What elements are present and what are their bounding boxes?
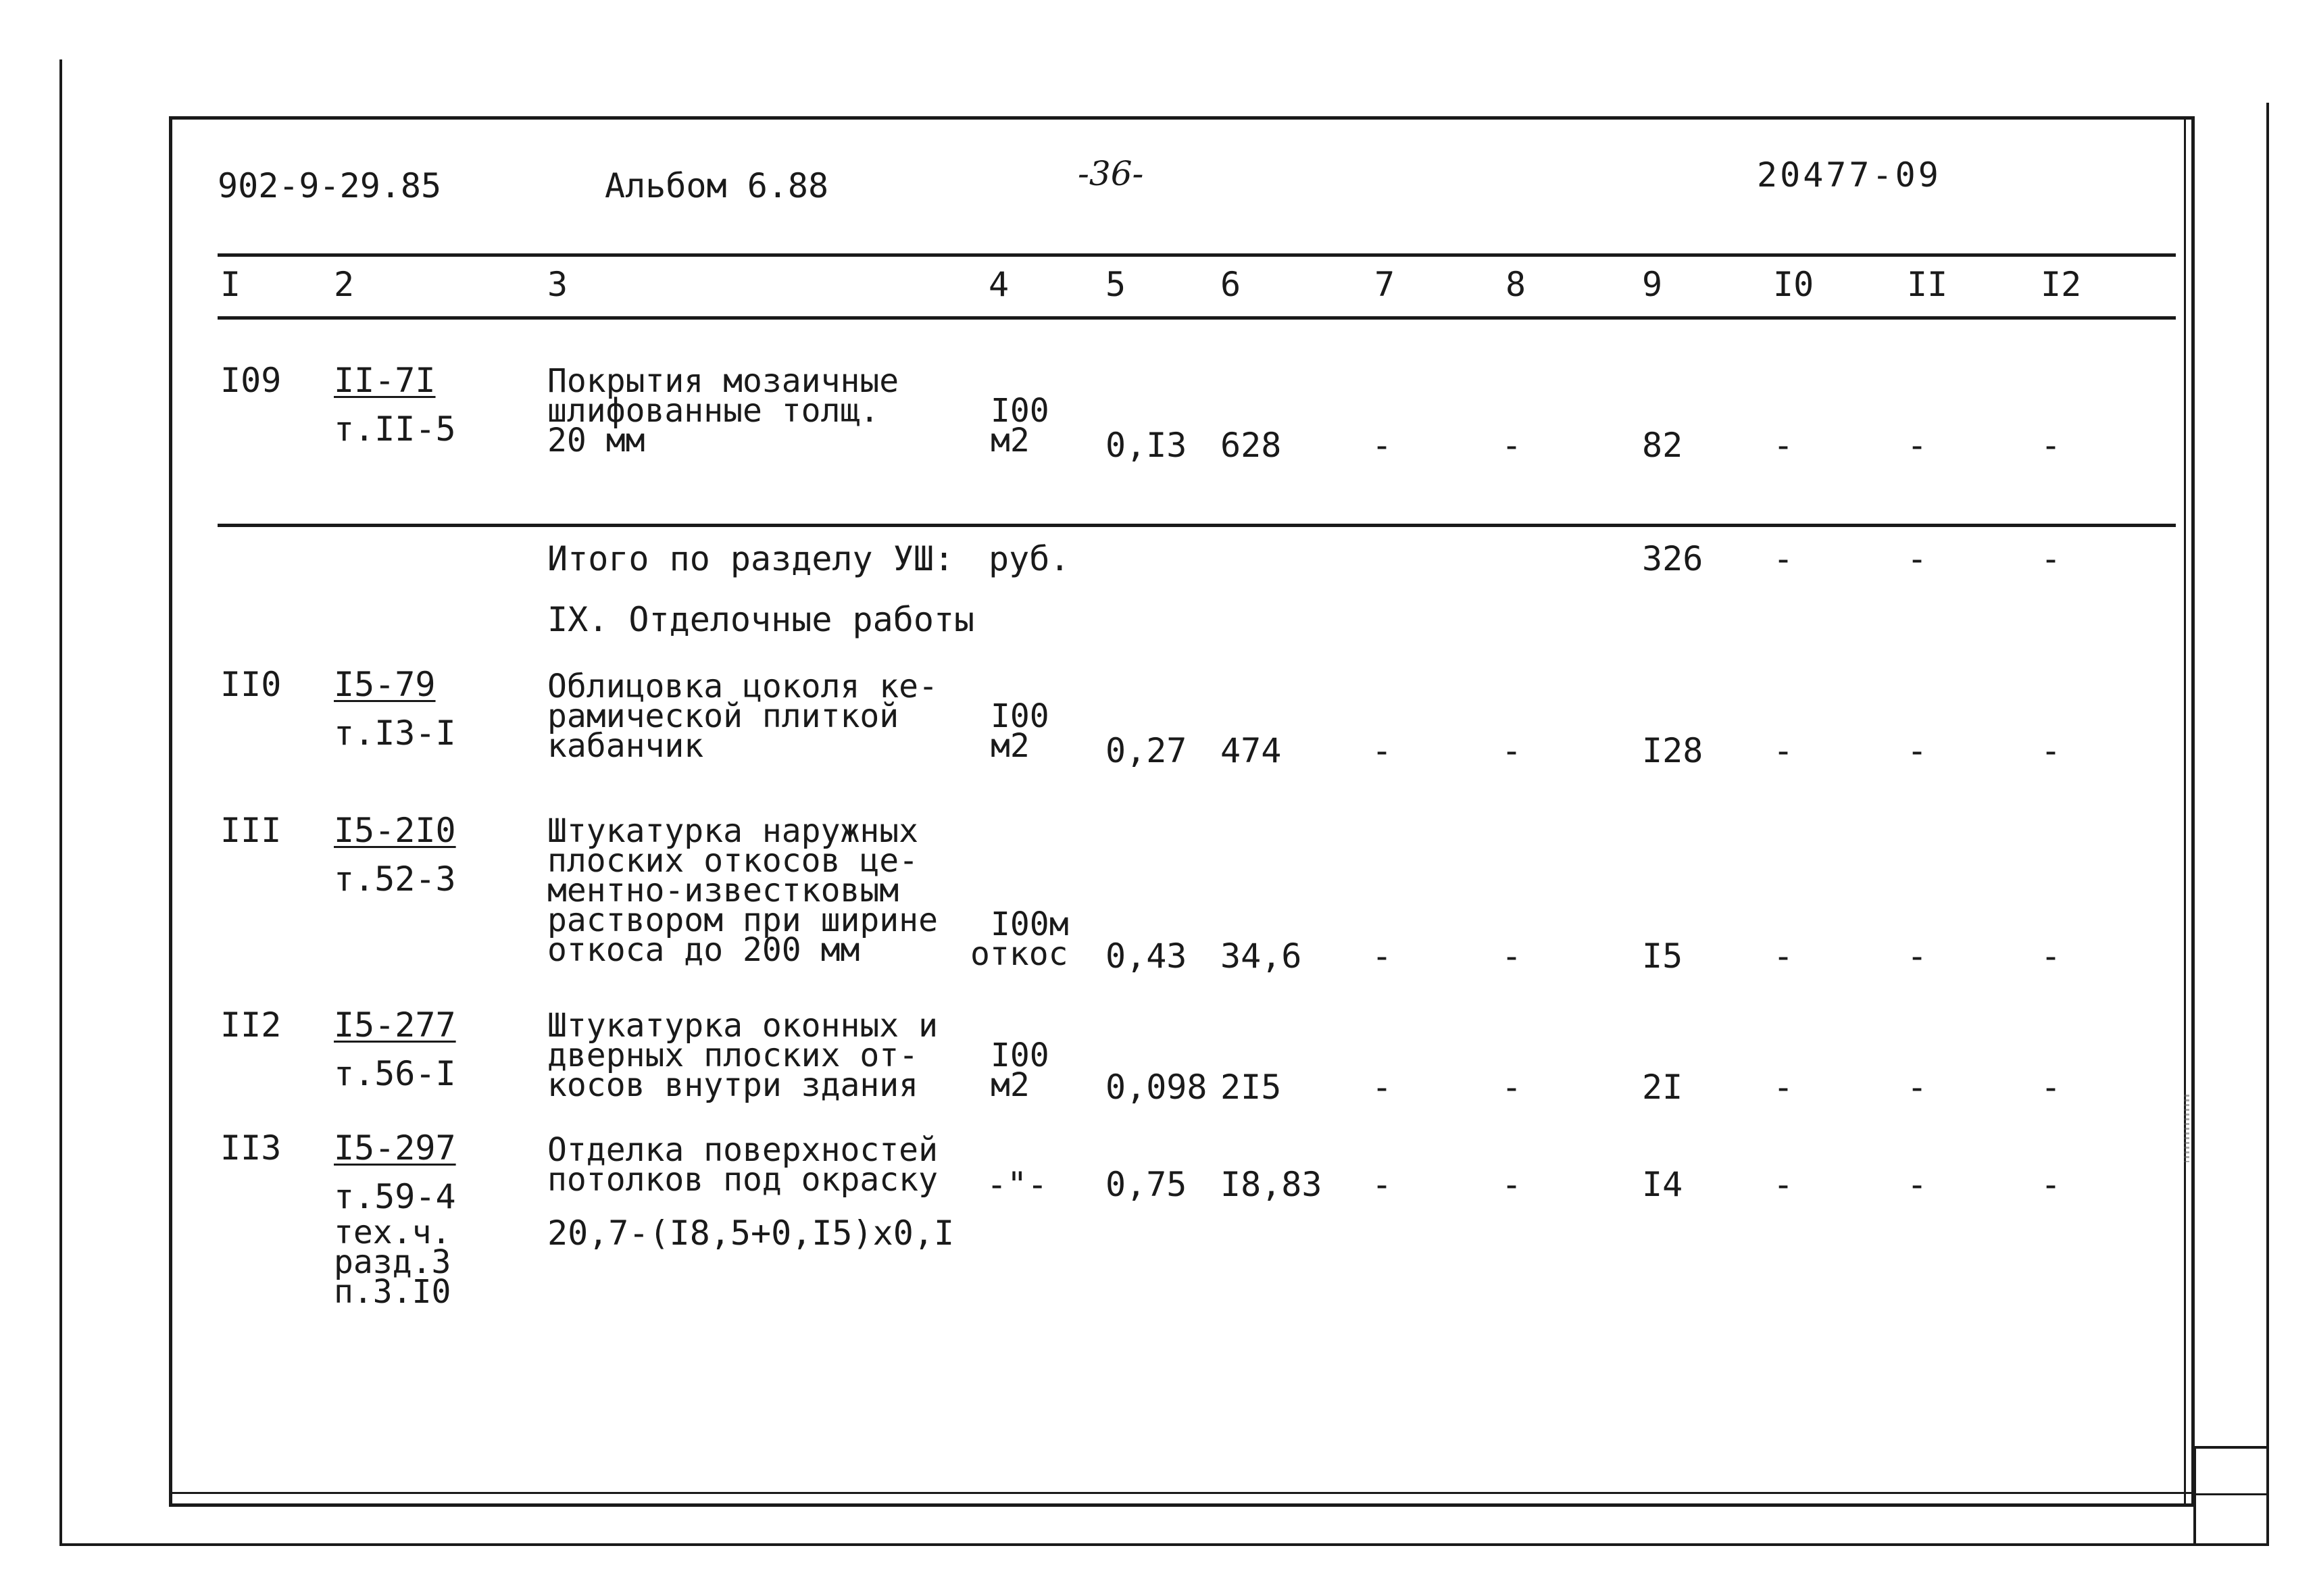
- description-line: Штукатурка оконных и: [547, 1007, 938, 1045]
- cell-col6: 2I5: [1220, 1068, 1282, 1107]
- description-line: Штукатурка наружных: [547, 812, 919, 850]
- ref-extra-line: тех.ч.: [334, 1214, 451, 1251]
- section-title: IX. Отделочные работы: [547, 600, 975, 639]
- quantity: 0,I3: [1105, 426, 1187, 465]
- header-bottom-line: [218, 316, 2176, 320]
- cell-col12: -: [2041, 731, 2062, 770]
- description-line: рамической плиткой: [547, 697, 899, 735]
- row-number: II2: [220, 1005, 282, 1045]
- cell-col7: -: [1372, 1068, 1393, 1107]
- unit-line: I00: [991, 1037, 1049, 1074]
- col-header-1: I: [220, 265, 241, 304]
- description-line: плоских откосов це-: [547, 842, 919, 880]
- row-number: I09: [220, 361, 282, 400]
- description-line: дверных плоских от-: [547, 1037, 919, 1074]
- row-number: II3: [220, 1128, 282, 1168]
- cell-col8: -: [1501, 1068, 1522, 1107]
- table-ref: т.59-4: [334, 1177, 456, 1216]
- quantity: 0,75: [1105, 1165, 1187, 1204]
- unit-line: м2: [991, 1066, 1030, 1104]
- table-ref: т.52-3: [334, 859, 456, 899]
- subtotal-col9: 326: [1642, 539, 1703, 578]
- cell-col11: -: [1907, 937, 1928, 976]
- cell-col12: -: [2041, 937, 2062, 976]
- cell-col9: 82: [1642, 426, 1683, 465]
- col-header-6: 6: [1220, 265, 1241, 304]
- col-header-8: 8: [1505, 265, 1526, 304]
- unit-line: I00м: [991, 905, 1069, 943]
- ref-extra-line: разд.3: [334, 1243, 451, 1281]
- subtotal-unit: руб.: [989, 539, 1070, 578]
- quantity: 0,43: [1105, 937, 1187, 976]
- page-number: -36-: [1078, 154, 1144, 193]
- quantity: 0,27: [1105, 731, 1187, 770]
- inner-frame-right-double: [2184, 116, 2186, 1507]
- outer-bottom-border: [59, 1543, 2268, 1546]
- subtotal-col12: -: [2041, 539, 2062, 578]
- formula: 20,7-(I8,5+0,I5)x0,I: [547, 1214, 955, 1253]
- table-ref: т.I3-I: [334, 714, 456, 753]
- col-header-12: I2: [2041, 265, 2082, 304]
- rate-code: I5-2I0: [334, 811, 456, 850]
- margin-mark: [2184, 1095, 2189, 1162]
- cell-col8: -: [1501, 1165, 1522, 1204]
- unit-line: м2: [991, 422, 1030, 459]
- album-label: Альбом 6.88: [605, 166, 829, 205]
- cell-col12: -: [2041, 1165, 2062, 1204]
- cell-col6: I8,83: [1220, 1165, 1322, 1204]
- description-line: кабанчик: [547, 727, 704, 765]
- row-number: II0: [220, 665, 282, 704]
- cell-col9: I28: [1642, 731, 1703, 770]
- outer-right-border: [2266, 103, 2269, 1546]
- table-ref: т.II-5: [334, 409, 456, 449]
- cell-col7: -: [1372, 731, 1393, 770]
- cell-col7: -: [1372, 426, 1393, 465]
- cell-col9: I4: [1642, 1165, 1683, 1204]
- cell-col8: -: [1501, 426, 1522, 465]
- cell-col6: 34,6: [1220, 937, 1302, 976]
- description-line: Покрытия мозаичные: [547, 362, 899, 400]
- rate-code: II-7I: [334, 361, 436, 400]
- stamp-box-divider: [2193, 1493, 2266, 1495]
- cell-col6: 628: [1220, 426, 1282, 465]
- description-line: 20 мм: [547, 422, 645, 459]
- col-header-7: 7: [1374, 265, 1395, 304]
- unit-line: I00: [991, 392, 1049, 430]
- cell-col11: -: [1907, 1068, 1928, 1107]
- stamp-box: [2193, 1446, 2266, 1546]
- cell-col7: -: [1372, 937, 1393, 976]
- description-line: раствором при ширине: [547, 901, 938, 939]
- col-header-9: 9: [1642, 265, 1663, 304]
- cell-col10: -: [1773, 937, 1794, 976]
- cell-col12: -: [2041, 1068, 2062, 1107]
- description-line: шлифованные толщ.: [547, 392, 880, 430]
- description-line: откоса до 200 мм: [547, 931, 860, 969]
- col-header-11: II: [1907, 265, 1948, 304]
- doc-code: 902-9-29.85: [218, 166, 442, 205]
- row-number: III: [220, 811, 282, 850]
- col-header-5: 5: [1105, 265, 1126, 304]
- subtotal-col11: -: [1907, 539, 1928, 578]
- unit-ditto: -"-: [987, 1165, 1048, 1204]
- col-header-4: 4: [989, 265, 1010, 304]
- description-line: косов внутри здания: [547, 1066, 919, 1104]
- unit-line: откос: [970, 935, 1068, 973]
- inner-frame-bottom-double: [169, 1492, 2193, 1494]
- quantity: 0,098: [1105, 1068, 1208, 1107]
- cell-col10: -: [1773, 1068, 1794, 1107]
- inner-frame: [169, 116, 2195, 1507]
- cell-col8: -: [1501, 937, 1522, 976]
- cell-col8: -: [1501, 731, 1522, 770]
- inventory-number: 20477-09: [1757, 155, 1941, 195]
- description-line: Отделка поверхностей: [547, 1131, 938, 1169]
- cell-col10: -: [1773, 426, 1794, 465]
- unit-line: I00: [991, 697, 1049, 735]
- cell-col10: -: [1773, 731, 1794, 770]
- rate-code: I5-297: [334, 1128, 456, 1168]
- section-divider: [218, 524, 2176, 527]
- cell-col6: 474: [1220, 731, 1282, 770]
- outer-left-border: [59, 59, 62, 1546]
- cell-col9: 2I: [1642, 1068, 1683, 1107]
- unit-line: м2: [991, 727, 1030, 765]
- rate-code: I5-277: [334, 1005, 456, 1045]
- cell-col7: -: [1372, 1165, 1393, 1204]
- table-ref: т.56-I: [334, 1054, 456, 1093]
- cell-col9: I5: [1642, 937, 1683, 976]
- subtotal-label: Итого по разделу УШ:: [547, 539, 955, 578]
- ref-extra-line: п.3.I0: [334, 1273, 451, 1311]
- description-line: Облицовка цоколя ке-: [547, 668, 938, 705]
- rate-code: I5-79: [334, 665, 436, 704]
- cell-col11: -: [1907, 1165, 1928, 1204]
- col-header-3: 3: [547, 265, 568, 304]
- cell-col12: -: [2041, 426, 2062, 465]
- cell-col10: -: [1773, 1165, 1794, 1204]
- description-line: ментно-известковым: [547, 872, 899, 909]
- header-top-line: [218, 253, 2176, 257]
- cell-col11: -: [1907, 426, 1928, 465]
- description-line: потолков под окраску: [547, 1161, 938, 1199]
- subtotal-col10: -: [1773, 539, 1794, 578]
- col-header-2: 2: [334, 265, 355, 304]
- cell-col11: -: [1907, 731, 1928, 770]
- col-header-10: I0: [1773, 265, 1814, 304]
